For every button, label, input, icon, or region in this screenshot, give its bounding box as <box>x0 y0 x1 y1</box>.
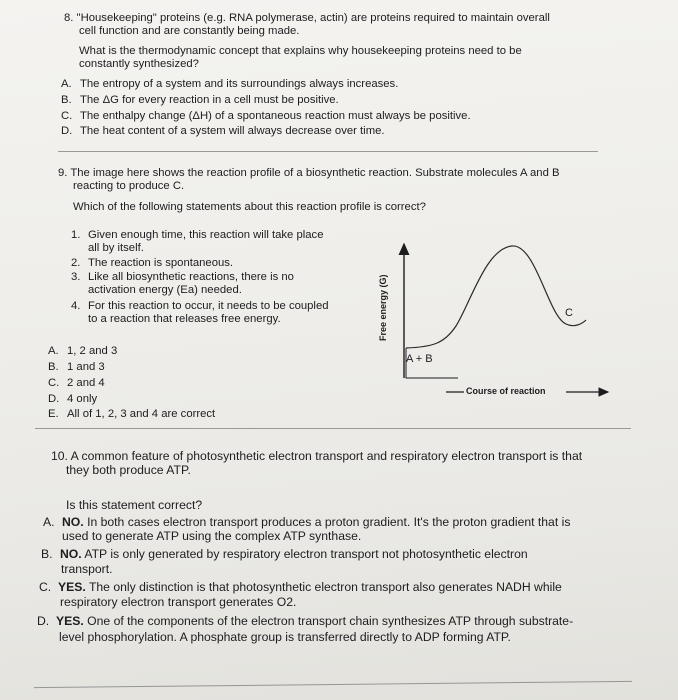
option-verdict: NO. <box>62 515 84 529</box>
divider <box>34 681 632 688</box>
q10-question: Is this statement correct? <box>66 498 203 512</box>
q8-stem-line2: cell function and are constantly being made. <box>79 25 300 37</box>
q10-stem-line1: 10. A common feature of photosynthetic electron transport and respiratory electron transport is that <box>51 449 583 463</box>
option-letter: C. <box>39 580 52 594</box>
q9-option-a[interactable] <box>48 345 117 358</box>
q9-question: Which of the following statements about this reaction profile is correct? <box>73 201 426 213</box>
option-letter: D. <box>37 614 50 628</box>
option-line2: respiratory electron transport generates O2. <box>60 595 297 609</box>
q8-option-d[interactable] <box>61 125 385 138</box>
q9-stem-line2: reacting to produce C. <box>73 180 185 192</box>
option-text: The ΔG for every reaction in a cell must be positive. <box>80 94 339 106</box>
q8-option-a[interactable] <box>61 78 398 91</box>
q9-option-e[interactable] <box>48 408 215 421</box>
q9-option-c[interactable] <box>48 377 105 390</box>
statement-number: 2. <box>71 257 81 269</box>
q8-option-b[interactable] <box>61 94 339 107</box>
y-axis-label: Free energy (G) <box>378 274 388 341</box>
q8-question-line1: What is the thermodynamic concept that explains why housekeeping proteins need to be <box>79 45 522 57</box>
option-letter: A. <box>48 345 59 357</box>
option-line2: level phosphorylation. A phosphate group is transferred directly to ADP forming ATP. <box>59 630 511 644</box>
option-letter: B. <box>41 547 53 561</box>
option-text: 1, 2 and 3 <box>67 345 118 357</box>
option-text: 2 and 4 <box>67 377 105 389</box>
option-line1 <box>39 580 562 594</box>
option-line1 <box>37 614 573 628</box>
statement-number: 3. <box>71 271 81 283</box>
q8-option-c[interactable] <box>61 110 471 123</box>
q9-option-d[interactable] <box>48 393 97 406</box>
q9-option-b[interactable] <box>48 361 105 374</box>
option-letter: B. <box>48 361 59 373</box>
q8-stem-line1: 8. "Housekeeping" proteins (e.g. RNA polymerase, actin) are proteins required to maintain overall <box>64 12 550 24</box>
statement-line2: to a reaction that releases free energy. <box>88 313 281 325</box>
option-verdict: NO. <box>60 547 82 561</box>
reaction-profile-diagram <box>370 236 650 406</box>
option-text: 4 only <box>67 393 98 405</box>
option-letter: C. <box>61 110 73 122</box>
statement-line2: activation energy (Ea) needed. <box>88 284 242 296</box>
statement-line1: Given enough time, this reaction will take place <box>88 229 324 241</box>
option-letter: C. <box>48 377 60 389</box>
statement-line1: For this reaction to occur, it needs to be coupled <box>88 300 329 312</box>
option-text: 1 and 3 <box>67 361 105 373</box>
option-text: All of 1, 2, 3 and 4 are correct <box>67 408 216 420</box>
option-letter: A. <box>43 515 55 529</box>
option-letter: D. <box>61 125 73 137</box>
q8-question-line2: constantly synthesized? <box>79 58 199 70</box>
divider <box>35 428 631 429</box>
option-line2: transport. <box>61 562 113 576</box>
statement-number: 4. <box>71 300 81 312</box>
product-label: C <box>565 307 573 319</box>
option-line2: used to generate ATP using the complex ATP synthase. <box>62 529 362 543</box>
q9-stem-line1: 9. The image here shows the reaction profile of a biosynthetic reaction. Substrate molecules A and B <box>58 167 560 179</box>
option-line1 <box>41 547 528 561</box>
option-verdict: YES. <box>56 614 84 628</box>
energy-curve <box>406 246 586 348</box>
option-text: The enthalpy change (ΔH) of a spontaneous reaction must always be positive. <box>80 110 471 122</box>
option-text: The only distinction is that photosynthetic electron transport also generates NADH while <box>88 580 562 594</box>
x-axis-label: Course of reaction <box>466 386 546 396</box>
statement-number: 1. <box>71 229 81 241</box>
option-letter: A. <box>61 78 72 90</box>
q10-stem-line2: they both produce ATP. <box>66 463 191 477</box>
option-verdict: YES. <box>58 580 86 594</box>
option-text: One of the components of the electron transport chain synthesizes ATP through substrate- <box>87 614 574 628</box>
option-text: ATP is only generated by respiratory electron transport not photosynthetic electron <box>84 547 528 561</box>
option-letter: B. <box>61 94 72 106</box>
reactant-label: A + B <box>406 353 433 365</box>
statement-line2: all by itself. <box>88 242 144 254</box>
option-text: The heat content of a system will always decrease over time. <box>80 125 385 137</box>
option-letter: E. <box>48 408 59 420</box>
statement-line1: The reaction is spontaneous. <box>88 257 234 269</box>
option-text: The entropy of a system and its surroundings always increases. <box>80 78 399 90</box>
option-text: In both cases electron transport produces a proton gradient. It's the proton gradient that is <box>87 515 571 529</box>
option-letter: D. <box>48 393 60 405</box>
divider <box>58 151 598 152</box>
statement-line1: Like all biosynthetic reactions, there is no <box>88 271 294 283</box>
option-line1 <box>43 515 570 529</box>
